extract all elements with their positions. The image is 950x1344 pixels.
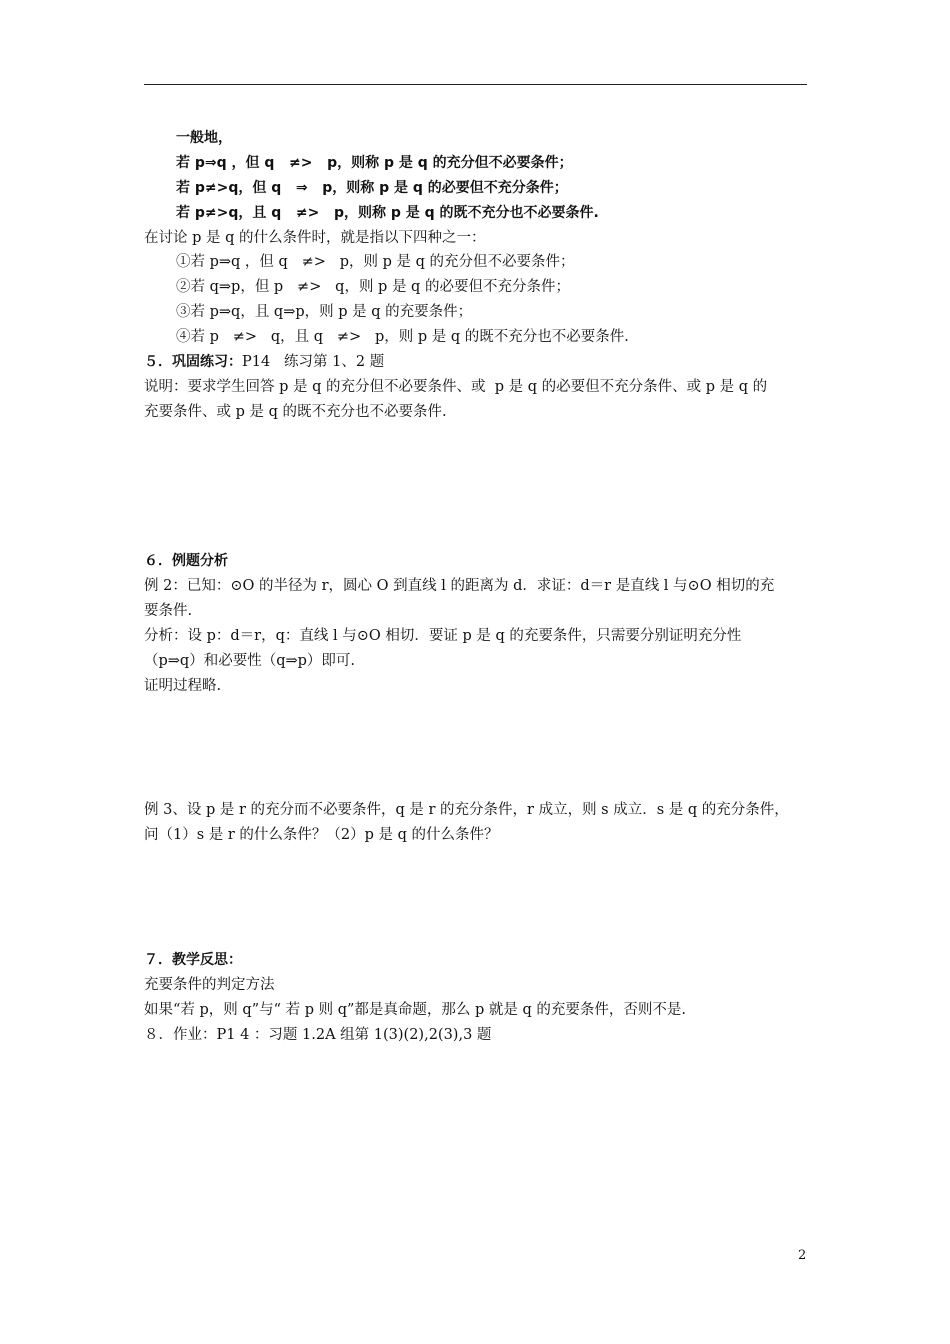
section7-line2: 如果“若 p，则 q”与“ 若 p 则 q”都是真命题，那么 p 就是 q 的充要条件，否则不是. — [144, 1002, 687, 1018]
discussion-intro: 在讨论 p 是 q 的什么条件时，就是指以下四种之一： — [144, 230, 486, 246]
page-number: 2 — [798, 1248, 807, 1263]
proof-omitted: 证明过程略. — [144, 678, 222, 694]
section5-heading-line — [144, 352, 384, 372]
section5-heading: ５．巩固练习： — [144, 354, 242, 370]
discussion-item: ①若 p⇒q ，但 q ≠> p，则 p 是 q 的充分但不必要条件； — [176, 254, 575, 270]
discussion-item: ②若 q⇒p，但 p ≠> q，则 p 是 q 的必要但不充分条件； — [176, 279, 570, 295]
section5-note-line1: 说明：要求学生回答 p 是 q 的充分但不必要条件、或 p 是 q 的必要但不充分条件、或 p 是 q 的 — [144, 379, 768, 395]
homework-line: ８．作业：P1 4 ：习题 1.2A 组第 1(3)(2),2(3),3 题 — [144, 1027, 492, 1043]
example3-line2: 问（1）s 是 r 的什么条件？（2）p 是 q 的什么条件？ — [144, 827, 499, 843]
general-rule-neither: 若 p≠>q，且 q ≠> p，则称 p 是 q 的既不充分也不必要条件. — [176, 205, 599, 221]
discussion-item: ④若 p ≠> q，且 q ≠> p，则 p 是 q 的既不充分也不必要条件. — [176, 329, 629, 345]
section7-line1: 充要条件的判定方法 — [144, 977, 275, 993]
analysis-line2: （p⇒q）和必要性（q⇒p）即可. — [144, 653, 356, 669]
general-rule-necessary: 若 p≠>q，但 q ⇒ p，则称 p 是 q 的必要但不充分条件； — [176, 180, 568, 196]
section5-heading-rest: P14 练习第 1、2 题 — [242, 354, 385, 370]
general-rule-sufficient: 若 p⇒q ，但 q ≠> p，则称 p 是 q 的充分但不必要条件； — [176, 155, 573, 171]
section6-heading: ６．例题分析 — [144, 553, 228, 569]
header-rule — [144, 84, 807, 85]
example3-line1: 例 3、设 p 是 r 的充分而不必要条件，q 是 r 的充分条件，r 成立，则 s 成立．s 是 q 的充分条件， — [144, 802, 789, 818]
example2-line1: 例 2：已知：⊙O 的半径为 r，圆心 O 到直线 l 的距离为 d．求证：d＝r 是直线 l 与⊙O 相切的充 — [144, 578, 775, 594]
section7-heading: ７．教学反思： — [144, 952, 242, 968]
analysis-line1: 分析：设 p：d＝r，q：直线 l 与⊙O 相切．要证 p 是 q 的充要条件，只需要分别证明充分性 — [144, 628, 742, 644]
section5-note-line2: 充要条件、或 p 是 q 的既不充分也不必要条件. — [144, 404, 447, 420]
discussion-item: ③若 p⇒q，且 q⇒p，则 p 是 q 的充要条件； — [176, 304, 473, 320]
example2-line2: 要条件. — [144, 603, 193, 619]
general-heading: 一般地， — [176, 130, 232, 146]
